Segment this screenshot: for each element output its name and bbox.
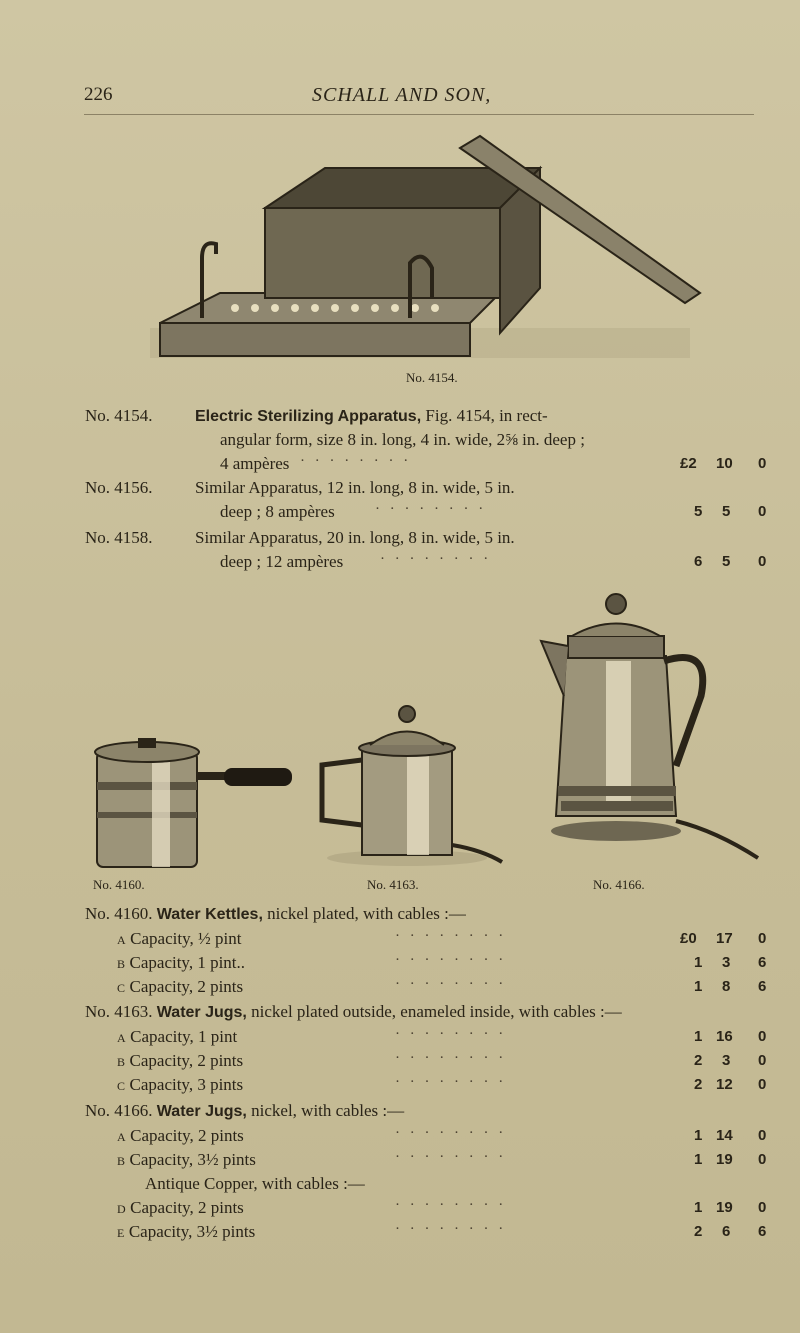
entry-4160-heading bbox=[85, 902, 466, 926]
leader-dots: · · · · · · · · bbox=[395, 952, 507, 968]
figure-caption-4154: No. 4154. bbox=[406, 370, 458, 385]
leader-dots: · · · · · · · · bbox=[395, 976, 507, 992]
price-pence: 0 bbox=[758, 1052, 767, 1069]
entry-title: Electric Sterilizing Apparatus, bbox=[195, 408, 422, 425]
price-pounds: 1 bbox=[694, 1151, 703, 1168]
price-pence: 0 bbox=[758, 1076, 767, 1093]
price-shillings: 17 bbox=[716, 930, 733, 947]
kettle-item-a: A Capacity, ½ pint bbox=[117, 929, 242, 948]
price-shillings: 6 bbox=[722, 1223, 731, 1240]
figure-caption-4160: No. 4160. bbox=[93, 877, 145, 892]
entry-4154-line1 bbox=[85, 404, 153, 427]
entry-number: No. 4154. bbox=[85, 406, 153, 425]
entry-4154-line2: angular form, size 8 in. long, 4 in. wide, 2⅝ in. deep ; bbox=[220, 430, 585, 449]
price-pounds: £0 bbox=[680, 930, 697, 947]
price-shillings: 8 bbox=[722, 978, 731, 995]
leader-dots: · · · · · · · · bbox=[375, 501, 487, 517]
price-pounds: 1 bbox=[694, 1199, 703, 1216]
leader-dots: · · · · · · · · bbox=[395, 1074, 507, 1090]
price-pence: 6 bbox=[758, 954, 767, 971]
jug-nickel-item-b: B Capacity, 3½ pints bbox=[117, 1150, 256, 1169]
water-jug-4163-illustration bbox=[312, 700, 522, 870]
leader-dots: · · · · · · · · bbox=[380, 551, 492, 567]
leader-dots: · · · · · · · · bbox=[395, 1026, 507, 1042]
leader-dots: · · · · · · · · bbox=[395, 1149, 507, 1165]
entry-text: nickel, with cables :— bbox=[251, 1101, 405, 1120]
entry-4156-line2: deep ; 8 ampères bbox=[220, 502, 335, 521]
entry-4154-title-line bbox=[195, 404, 548, 428]
jug-enameled-item-a: A Capacity, 1 pint bbox=[117, 1027, 238, 1046]
entry-4158-number: No. 4158. bbox=[85, 528, 153, 547]
figure-caption-4163: No. 4163. bbox=[367, 877, 419, 892]
antique-copper-heading: Antique Copper, with cables :— bbox=[145, 1174, 365, 1193]
jug-copper-item-d: D Capacity, 2 pints bbox=[117, 1198, 244, 1217]
page-number: 226 bbox=[84, 84, 113, 105]
leader-dots: · · · · · · · · bbox=[395, 1197, 507, 1213]
entry-4156-number: No. 4156. bbox=[85, 478, 153, 497]
leader-dots: · · · · · · · · bbox=[395, 1125, 507, 1141]
jug-enameled-item-b: B Capacity, 2 pints bbox=[117, 1051, 244, 1070]
price-pence: 0 bbox=[758, 455, 767, 472]
price-pounds: £2 bbox=[680, 455, 697, 472]
price-pounds: 5 bbox=[694, 503, 703, 520]
price-shillings: 14 bbox=[716, 1127, 733, 1144]
price-shillings: 19 bbox=[716, 1199, 733, 1216]
entry-text: Fig. 4154, in rect- bbox=[425, 406, 548, 425]
price-shillings: 5 bbox=[722, 503, 731, 520]
price-pence: 0 bbox=[758, 1127, 767, 1144]
price-pounds: 1 bbox=[694, 1028, 703, 1045]
water-kettle-illustration bbox=[92, 732, 302, 872]
price-shillings: 12 bbox=[716, 1076, 733, 1093]
price-shillings: 3 bbox=[722, 1052, 731, 1069]
price-pence: 6 bbox=[758, 978, 767, 995]
entry-number: No. 4160. bbox=[85, 904, 153, 923]
entry-4158-line2: deep ; 12 ampères bbox=[220, 552, 344, 571]
price-pounds: 6 bbox=[694, 553, 703, 570]
entry-text: nickel plated, with cables :— bbox=[267, 904, 466, 923]
leader-dots: · · · · · · · · bbox=[395, 928, 507, 944]
price-pounds: 2 bbox=[694, 1076, 703, 1093]
price-shillings: 5 bbox=[722, 553, 731, 570]
jug-nickel-item-a: A Capacity, 2 pints bbox=[117, 1126, 244, 1145]
leader-dots: · · · · · · · · bbox=[395, 1050, 507, 1066]
entry-4158-line1: Similar Apparatus, 20 in. long, 8 in. wide, 5 in. bbox=[195, 528, 515, 547]
entry-title: Water Jugs, bbox=[156, 1004, 247, 1021]
entry-4156-line1: Similar Apparatus, 12 in. long, 8 in. wide, 5 in. bbox=[195, 478, 515, 497]
price-pounds: 2 bbox=[694, 1052, 703, 1069]
price-pence: 0 bbox=[758, 1028, 767, 1045]
entry-number: No. 4163. bbox=[85, 1002, 153, 1021]
price-pence: 0 bbox=[758, 930, 767, 947]
entry-title: Water Jugs, bbox=[156, 1103, 247, 1120]
price-shillings: 10 bbox=[716, 455, 733, 472]
leader-dots: · · · · · · · · bbox=[395, 1221, 507, 1237]
entry-4163-heading bbox=[85, 1000, 622, 1024]
price-pounds: 2 bbox=[694, 1223, 703, 1240]
price-pence: 6 bbox=[758, 1223, 767, 1240]
price-pence: 0 bbox=[758, 503, 767, 520]
entry-text: nickel plated outside, enameled inside, with cables :— bbox=[251, 1002, 622, 1021]
entry-title: Water Kettles, bbox=[156, 906, 263, 923]
kettle-item-b: B Capacity, 1 pint.. bbox=[117, 953, 246, 972]
water-jug-4166-illustration bbox=[536, 586, 766, 866]
price-shillings: 3 bbox=[722, 954, 731, 971]
price-pence: 0 bbox=[758, 553, 767, 570]
entry-4154-line3: 4 ampères bbox=[220, 454, 290, 473]
header-rule bbox=[84, 114, 754, 115]
price-pounds: 1 bbox=[694, 978, 703, 995]
price-shillings: 19 bbox=[716, 1151, 733, 1168]
entry-4166-heading bbox=[85, 1099, 404, 1123]
figure-caption-4166: No. 4166. bbox=[593, 877, 645, 892]
kettle-item-c: C Capacity, 2 pints bbox=[117, 977, 244, 996]
page-title: SCHALL AND SON, bbox=[312, 84, 492, 106]
entry-number: No. 4166. bbox=[85, 1101, 153, 1120]
price-pounds: 1 bbox=[694, 1127, 703, 1144]
sterilizer-illustration bbox=[140, 128, 710, 368]
jug-copper-item-e: E Capacity, 3½ pints bbox=[117, 1222, 256, 1241]
price-pence: 0 bbox=[758, 1199, 767, 1216]
jug-enameled-item-c: C Capacity, 3 pints bbox=[117, 1075, 244, 1094]
price-shillings: 16 bbox=[716, 1028, 733, 1045]
price-pounds: 1 bbox=[694, 954, 703, 971]
leader-dots: · · · · · · · · bbox=[300, 453, 412, 469]
price-pence: 0 bbox=[758, 1151, 767, 1168]
